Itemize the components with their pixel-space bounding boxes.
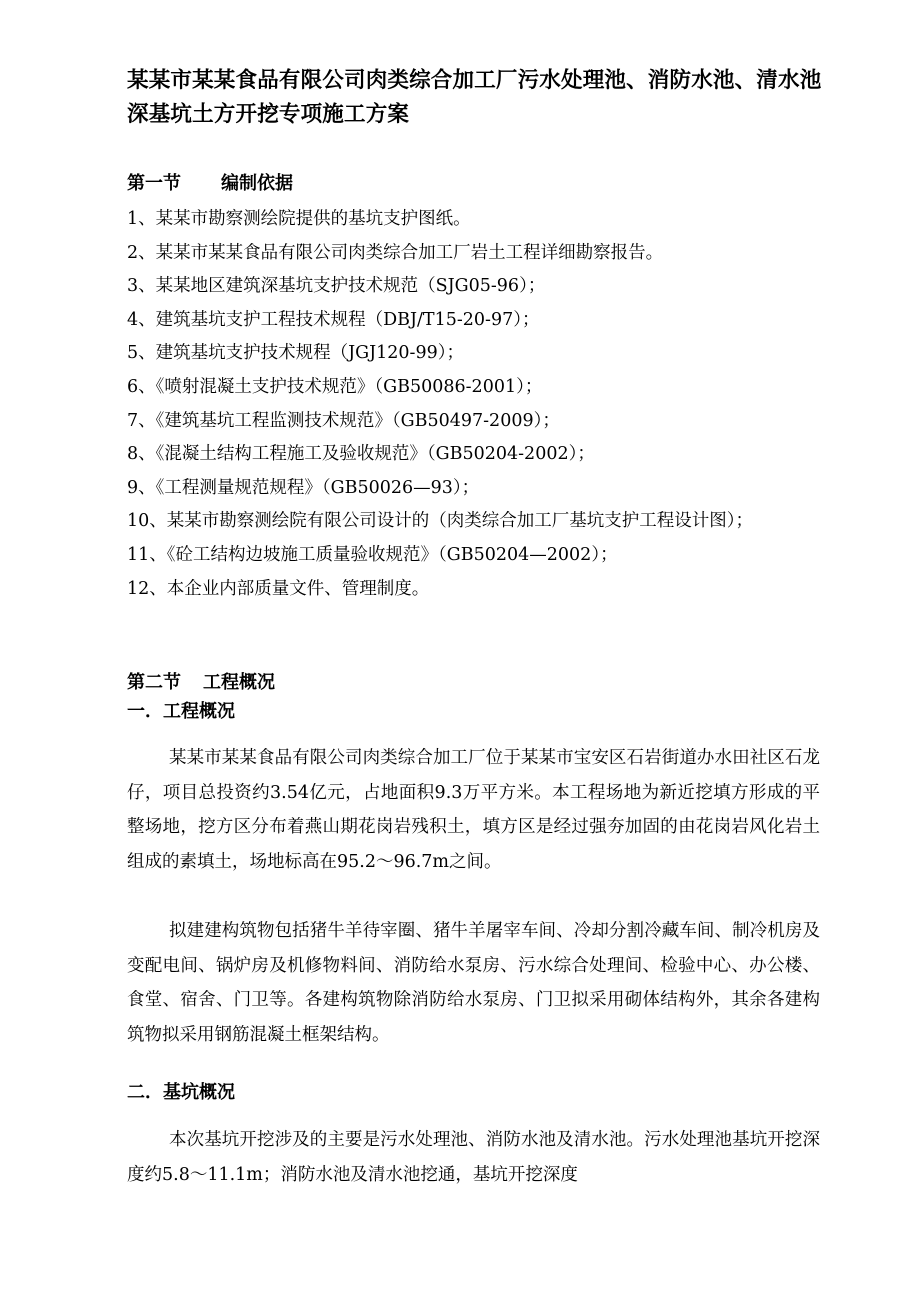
list-item: 1、某某市勘察测绘院提供的基坑支护图纸。	[127, 209, 471, 229]
list-item: 3、某某地区建筑深基坑支护技术规范（SJG05-96）；	[127, 276, 546, 297]
section-2-heading	[127, 670, 275, 696]
subsection-2-heading: 二．基坑概况	[127, 1082, 235, 1103]
list-item: 6、《喷射混凝土支护技术规范》（GB50086-2001）；	[127, 376, 543, 397]
list-item: 7、《建筑基坑工程监测技术规范》（GB50497-2009）；	[127, 410, 560, 431]
section-1-title: 编制依据	[221, 173, 293, 194]
list-item: 10、某某市勘察测绘院有限公司设计的（肉类综合加工厂基坑支护工程设计图）；	[127, 511, 754, 532]
section-1-number: 第一节	[127, 173, 181, 194]
document-title: 某某市某某食品有限公司肉类综合加工厂污水处理池、消防水池、清水池深基坑土方开挖专项施工方案	[127, 68, 822, 127]
subsection-1-heading: 一．工程概况	[127, 701, 235, 722]
list-item: 2、某某市某某食品有限公司肉类综合加工厂岩土工程详细勘察报告。	[127, 242, 664, 263]
section-1-heading	[127, 171, 293, 197]
overview-paragraph-2: 拟建建构筑物包括猪牛羊待宰圈、猪牛羊屠宰车间、冷却分割冷藏车间、制冷机房及变配电间、锅炉房及机修物料间、消防给水泵房、污水综合处理间、检验中心、办公楼、食堂、宿舍、门卫等。各建构筑物除消防给水泵房、门卫拟采用砌体结构外，其余各建构筑物拟采用钢筋混凝土框架结构。	[127, 921, 820, 1045]
section-2-title: 工程概况	[203, 672, 275, 693]
list-item: 4、建筑基坑支护工程技术规程（DBJ/T15-20-97）；	[127, 309, 540, 330]
list-item: 8、《混凝土结构工程施工及验收规范》（GB50204-2002）；	[127, 444, 595, 465]
section-2-number: 第二节	[127, 672, 181, 693]
list-item: 11、《砼工结构边坡施工质量验收规范》（GB50204—2002）；	[127, 544, 618, 565]
pit-overview-paragraph: 本次基坑开挖涉及的主要是污水处理池、消防水池及清水池。污水处理池基坑开挖深度约5.8～11.1m；消防水池及清水池挖通，基坑开挖深度	[127, 1130, 820, 1185]
list-item: 5、建筑基坑支护技术规程（JGJ120-99）；	[127, 343, 464, 364]
list-item: 9、《工程测量规范规程》（GB50026—93）；	[127, 477, 480, 498]
reference-list	[127, 203, 827, 606]
overview-paragraph-1: 某某市某某食品有限公司肉类综合加工厂位于某某市宝安区石岩街道办水田社区石龙仔，项目总投资约3.54亿元，占地面积9.3万平方米。本工程场地为新近挖填方形成的平整场地，挖方区分布着燕山期花岗岩残积土，填方区是经过强夯加固的由花岗岩风化岩土组成的素填土，场地标高在95.2～96.7m之间。	[127, 748, 820, 872]
list-item: 12、本企业内部质量文件、管理制度。	[127, 578, 430, 599]
